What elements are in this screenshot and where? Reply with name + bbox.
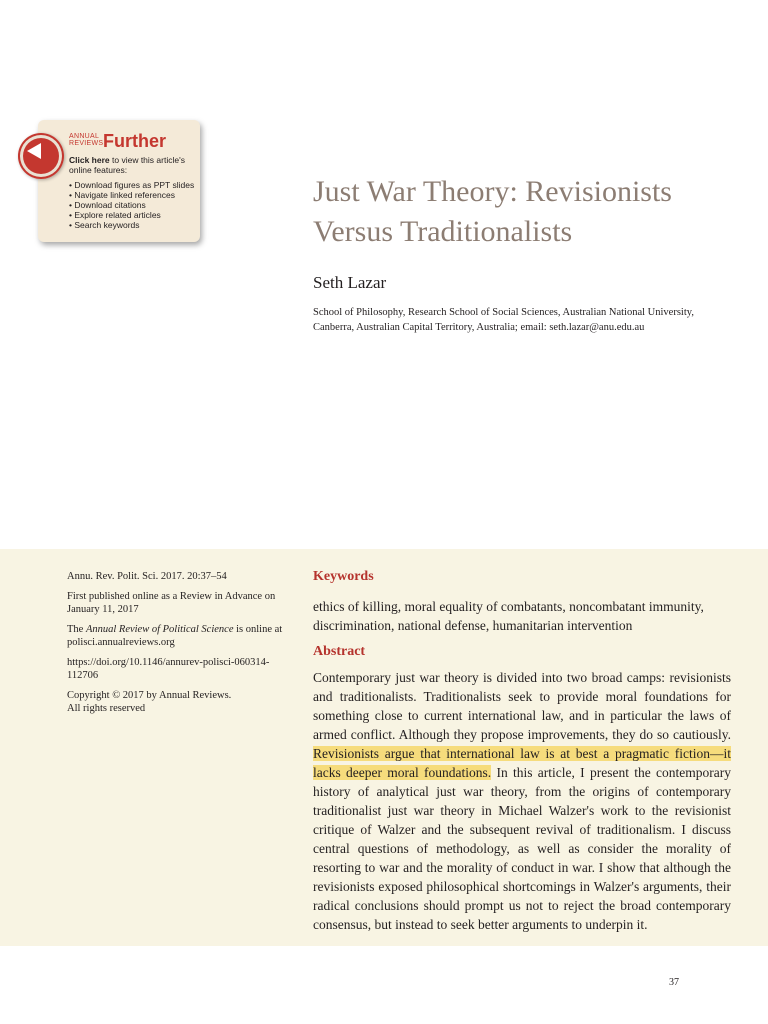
abstract-heading: Abstract [313, 644, 366, 659]
further-feature-list [69, 180, 194, 230]
article-title: Just War Theory: Revisionists Versus Traditionalists [313, 175, 672, 248]
annual-reviews-logo-line1: ANNUAL [69, 133, 100, 140]
keywords-heading: Keywords [313, 569, 374, 584]
author-affiliation: School of Philosophy, Research School of Social Sciences, Australian National University, Canberra, Australian Capital Territory, Australia; email: seth.lazar@anu.edu.au [313, 307, 694, 333]
annual-reviews-logo-line2: REVIEWS [69, 140, 104, 147]
feature-linked-references[interactable]: • Navigate linked references [69, 190, 194, 200]
feature-download-citations[interactable]: • Download citations [69, 200, 194, 210]
first-published: First published online as a Review in Advance on January 11, 2017 [67, 591, 276, 615]
click-here-link[interactable]: Click here [69, 155, 110, 165]
further-intro-rest: to view this article's online features: [69, 155, 185, 175]
page-number: 37 [669, 977, 679, 988]
citation: Annu. Rev. Polit. Sci. 2017. 20:37–54 [67, 571, 227, 582]
abstract-text: Contemporary just war theory is divided into two broad camps: revisionists and traditionalists. Traditionalists seek to provide moral foundations for something close to current international law, and in particular the laws of armed conflict. Although they propose improvements, they do so cautiously. Revisionists argue that international law is at best a pragmatic fiction—it lacks deeper moral foundations. In this article, I present the contemporary history of analytical just war theory, from the origins of contemporary traditionalist just war theory in Michael Walzer's work to the revisionist critique of Walzer and the subsequent revival of traditionalism. I discuss central questions of methodology, as well as consider the morality of resorting to war and the morality of conduct in war. I show that although the revisionists exposed philosophical shortcomings in Walzer's arguments, their radical conclusions should prompt us not to reject the broad contemporary consensus, but instead to seek better arguments to underpin it. [313, 670, 731, 932]
back-arrow-icon[interactable] [18, 133, 64, 179]
feature-related-articles[interactable]: • Explore related articles [69, 210, 194, 220]
author-name: Seth Lazar [313, 273, 387, 292]
feature-search-keywords[interactable]: • Search keywords [69, 220, 194, 230]
further-intro [69, 155, 199, 175]
journal-name: Annual Review of Political Science [85, 624, 234, 635]
feature-download-figures[interactable]: • Download figures as PPT slides [69, 180, 194, 190]
online-at: The Annual Review of Political Science is online at polisci.annualreviews.org [67, 624, 283, 648]
copyright: Copyright © 2017 by Annual Reviews. All rights reserved [67, 690, 232, 714]
doi-link[interactable]: https://doi.org/10.1146/annurev-polisci-060314-112706 [67, 657, 270, 681]
highlighted-passage: Revisionists argue that international law is at best a pragmatic fiction—it lacks deeper moral foundations. [313, 746, 731, 780]
article-meta [67, 570, 287, 722]
keywords-text: ethics of killing, moral equality of combatants, noncombatant immunity, discrimination, national defense, humanitarian intervention [313, 599, 704, 633]
further-logo: Further [103, 131, 166, 151]
